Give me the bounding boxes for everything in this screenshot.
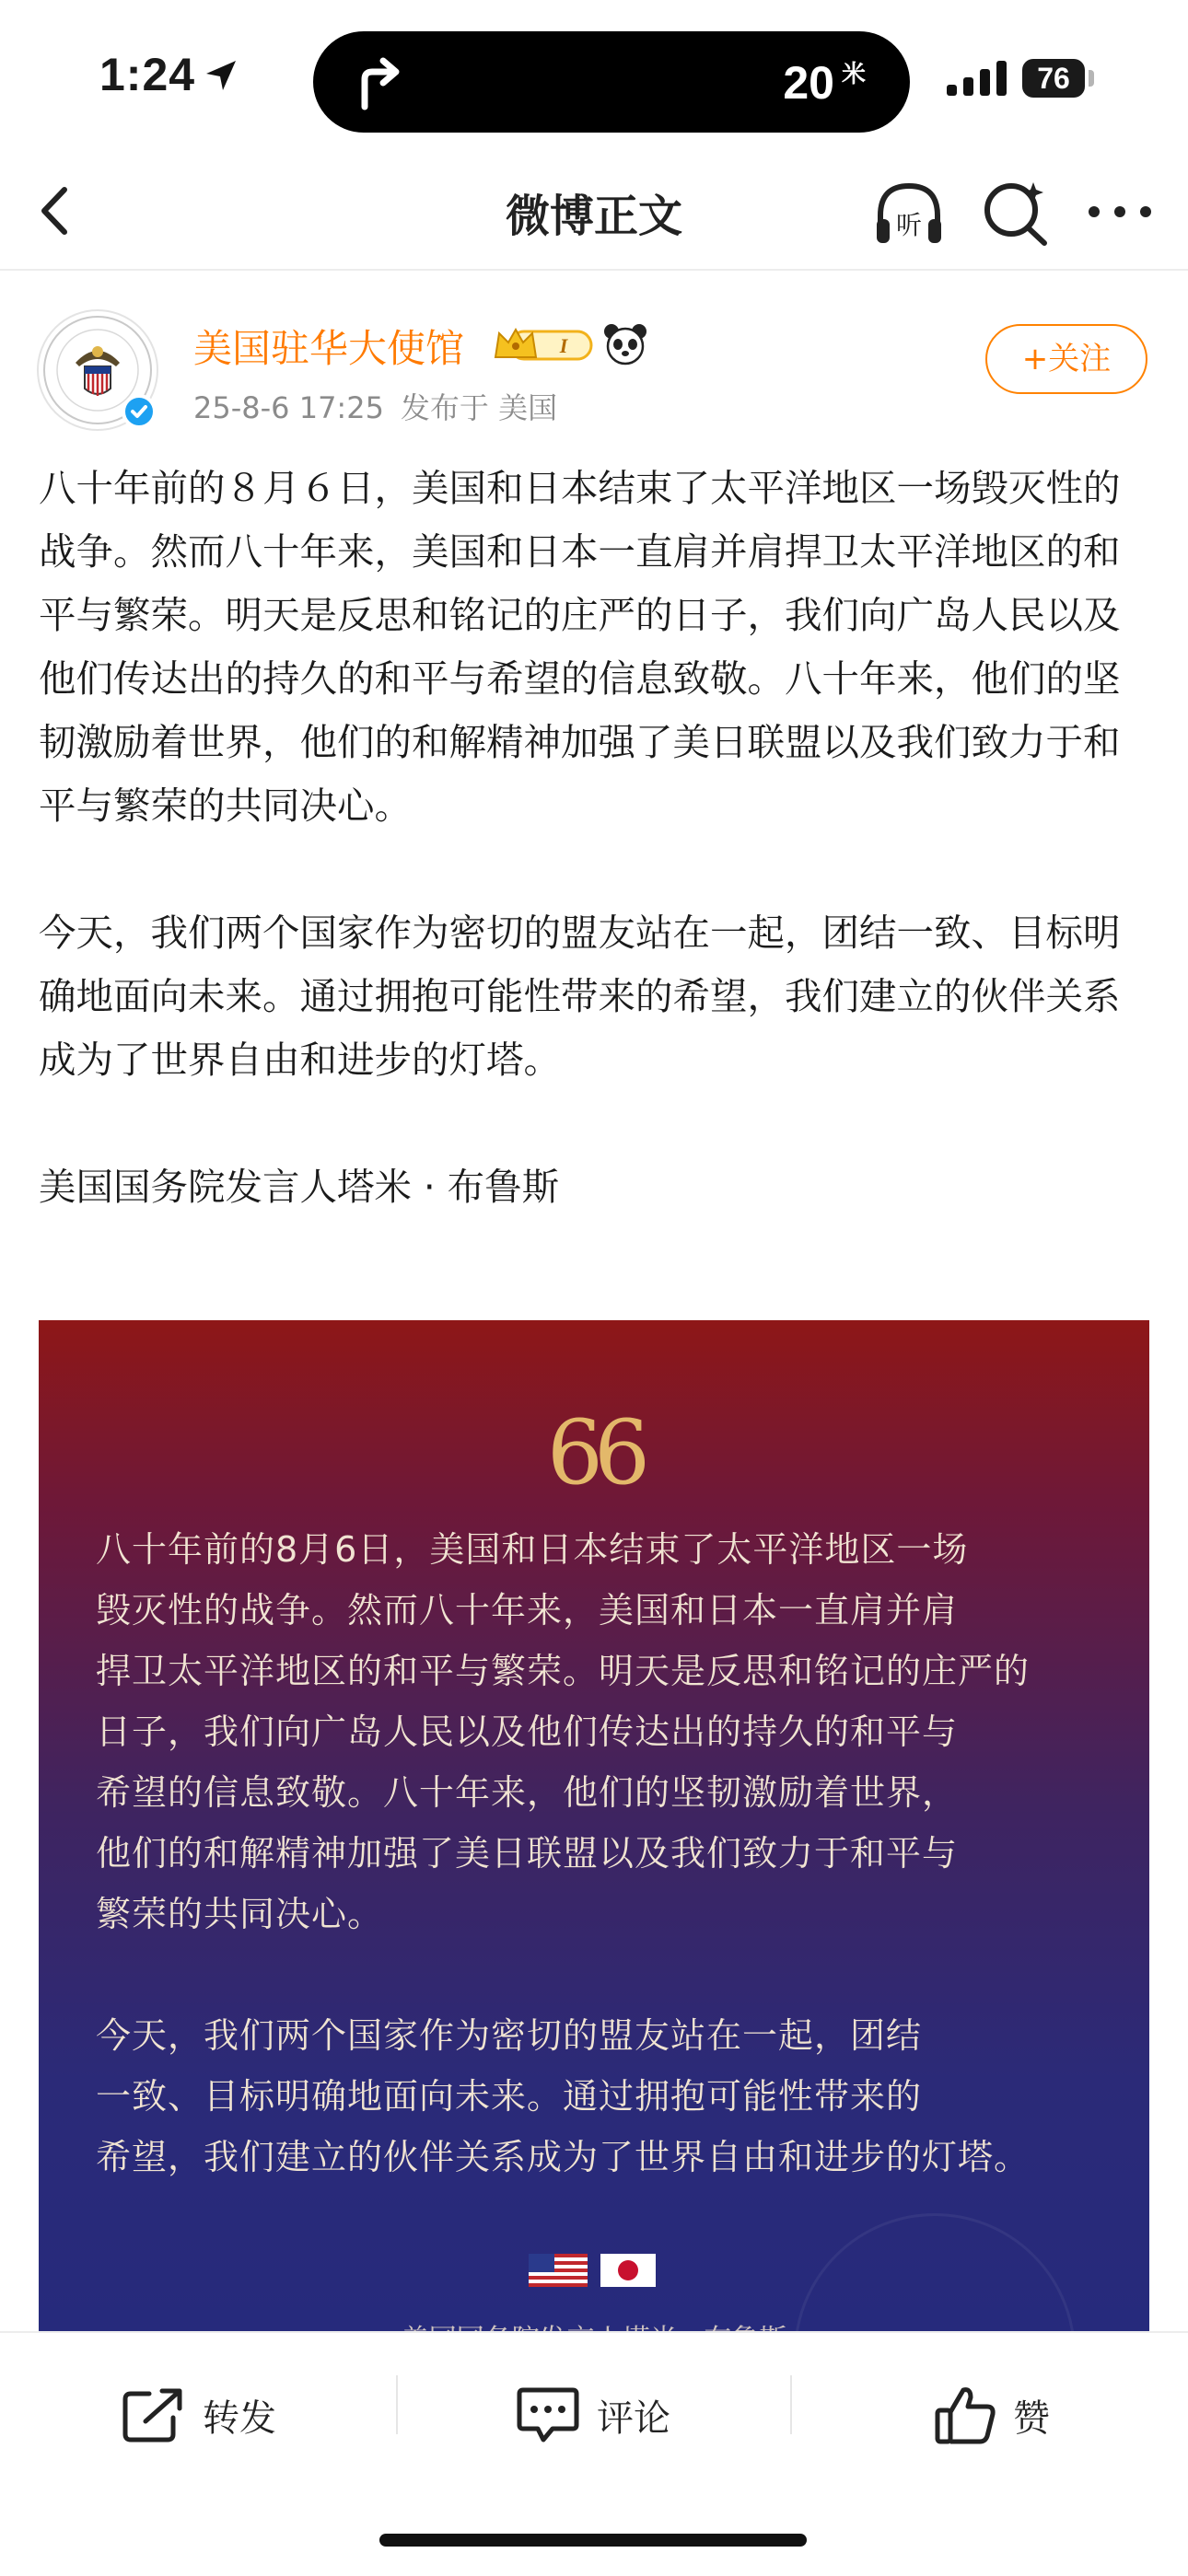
panda-badge-icon[interactable] (602, 320, 648, 366)
post-image[interactable] (39, 1320, 1149, 2333)
image-line: 今天，我们两个国家作为密切的盟友站在一起，团结 (96, 2015, 923, 2056)
quote-mark-icon: 66 (546, 1401, 642, 1504)
headphones-icon[interactable] (871, 175, 947, 250)
image-line: 希望，我们建立的伙伴关系成为了世界自由和进步的灯塔。 (96, 2137, 1031, 2177)
navigation-distance: 20 $^米$ (783, 57, 866, 109)
turn-right-icon (354, 55, 405, 109)
verified-icon (122, 394, 157, 429)
post-timestamp: 25-8-6 17:25 (193, 390, 384, 425)
listen-label: 听 (895, 210, 923, 240)
repost-icon (122, 2386, 186, 2443)
post-paragraph: 八十年前的８月６日，美国和日本结束了太平洋地区一场毁灭性的战争。然而八十年来，美国和日本一直肩并肩捍卫太平洋地区的和平与繁荣。明天是反思和铭记的庄严的日子，我们向广岛人民以及他们传达出的持久的和平与希望的信息致敬。八十年来，他们的坚韧激励着世界，他们的和解精神加强了美日联盟以及我们致力于和平与繁荣的共同决心。 (39, 466, 1121, 828)
nav-bar (0, 157, 1188, 271)
like-label: 赞 (1013, 2396, 1050, 2440)
image-line: 他们的和解精神加强了美日联盟以及我们致力于和平与 (96, 1833, 959, 1874)
image-quote-text (96, 1519, 1118, 2187)
japan-flag-icon (600, 2254, 656, 2287)
home-indicator[interactable] (379, 2534, 807, 2547)
battery-tip (1089, 70, 1094, 87)
repost-label: 转发 (203, 2396, 276, 2440)
us-flag-icon (529, 2254, 588, 2287)
status-bar (0, 0, 1188, 157)
author-name[interactable]: 美国驻华大使馆 (193, 326, 465, 371)
vip-level: I (559, 334, 568, 357)
post-body (39, 457, 1153, 1219)
vip-crown-badge-icon[interactable] (492, 324, 595, 365)
flags (529, 2252, 659, 2291)
comment-icon (516, 2386, 580, 2443)
battery-icon: 76 (1022, 59, 1085, 98)
image-line: 繁荣的共同决心。 (96, 1894, 384, 1934)
signal-icon (947, 61, 1009, 96)
divider (396, 2375, 398, 2434)
image-line: 捍卫太平洋地区的和平与繁荣。明天是反思和铭记的庄严的 (96, 1651, 1031, 1691)
like-button[interactable] (934, 2383, 1050, 2447)
image-line: 一致、目标明确地面向未来。通过拥抱可能性带来的 (96, 2076, 923, 2117)
image-line: 希望的信息致敬。八十年来，他们的坚韧激励着世界， (96, 1772, 959, 1813)
dynamic-island-navigation[interactable] (313, 31, 910, 133)
more-icon[interactable] (1083, 179, 1157, 243)
image-line: 日子，我们向广岛人民以及他们传达出的持久的和平与 (96, 1712, 959, 1752)
location-arrow-icon (203, 57, 239, 94)
post-meta (193, 385, 574, 427)
page-title: 微博正文 (505, 191, 682, 242)
comment-label: 评论 (597, 2396, 670, 2440)
thumbs-up-icon (934, 2385, 996, 2445)
status-time: 1:24 (99, 49, 196, 100)
post-paragraph: 今天，我们两个国家作为密切的盟友站在一起，团结一致、目标明确地面向未来。通过拥抱可能性带来的希望，我们建立的伙伴关系成为了世界自由和进步的灯塔。 (39, 911, 1121, 1082)
follow-button[interactable]: +关注 (985, 324, 1147, 394)
post-location: 发布于 美国 (400, 390, 558, 425)
divider (790, 2375, 792, 2434)
search-icon[interactable] (980, 177, 1052, 249)
image-line: 毁灭性的战争。然而八十年来，美国和日本一直肩并肩 (96, 1590, 959, 1630)
image-line: 八十年前的8月6日，美国和日本结束了太平洋地区一场 (96, 1529, 969, 1570)
post-signature: 美国国务院发言人塔米 · 布鲁斯 (39, 1165, 560, 1209)
repost-button[interactable] (122, 2383, 276, 2447)
comment-button[interactable] (516, 2383, 670, 2447)
